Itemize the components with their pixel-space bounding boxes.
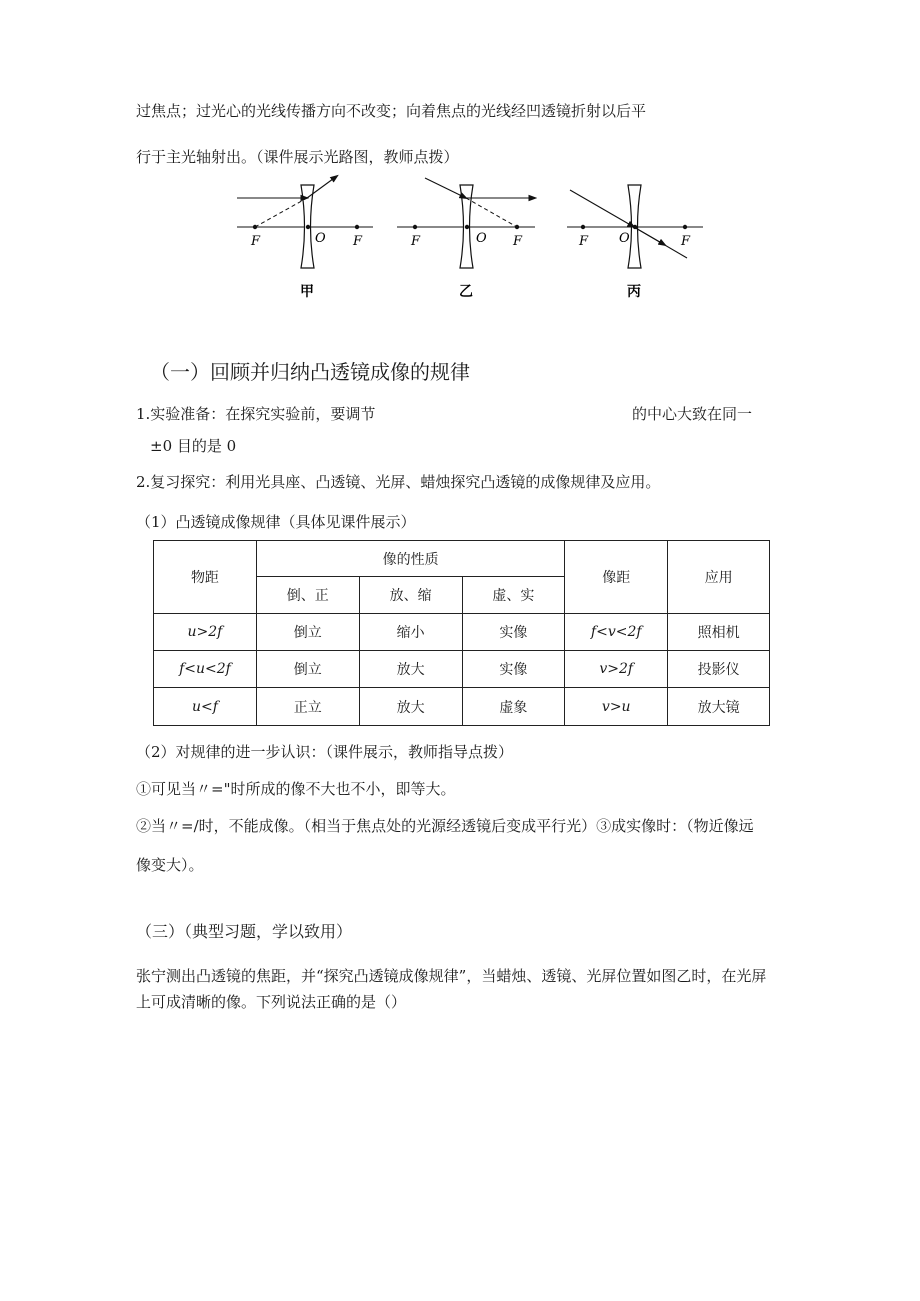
- question-line-1: 张宁测出凸透镜的焦距，并“探究凸透镜成像规律”，当蜡烛、透镜、光屏位置如图乙时，在光屏: [136, 967, 767, 985]
- header-image-distance: 像距: [565, 541, 668, 614]
- header-object-distance: 物距: [154, 541, 257, 614]
- focus-label-bing-left: F: [579, 234, 589, 249]
- subheader-real-virtual: 虚、实: [462, 577, 565, 614]
- note-equal-size: ①可见当〃="时所成的像不大也不小，即等大。: [136, 780, 456, 798]
- table-row: [154, 614, 770, 651]
- cell-size: 放大: [359, 688, 462, 726]
- table-row: [154, 688, 770, 726]
- intro-line-1: 过焦点；过光心的光线传播方向不改变；向着焦点的光线经凹透镜折射以后平: [136, 102, 647, 120]
- cell-image-distance: v>u: [565, 688, 668, 726]
- focus-label-jia-right: F: [353, 234, 363, 249]
- center-label-bing: O: [619, 231, 630, 246]
- note-continued: 像变大）。: [136, 856, 204, 874]
- cell-object-distance: u<f: [154, 688, 257, 726]
- sub2-title: （2）对规律的进一步认识：（课件展示，教师指导点拨）: [136, 743, 514, 761]
- diagram-bing: [567, 185, 703, 300]
- header-application: 应用: [668, 541, 770, 614]
- cell-image-type: 实像: [462, 651, 565, 688]
- cell-orientation: 倒立: [256, 651, 359, 688]
- caption-yi: 乙: [459, 284, 473, 300]
- header-image-nature: 像的性质: [256, 541, 564, 577]
- item1-part-b: 的中心大致在同一: [632, 405, 753, 423]
- cell-application: 放大镜: [668, 688, 770, 726]
- diagram-jia: [237, 176, 373, 300]
- cell-image-type: 实像: [462, 614, 565, 651]
- imaging-rules-table: [153, 540, 770, 726]
- cell-object-distance: f<u<2f: [154, 651, 257, 688]
- cell-application: 投影仪: [668, 651, 770, 688]
- sub1-title: （1）凸透镜成像规律（具体见课件展示）: [136, 513, 416, 531]
- cell-orientation: 正立: [256, 688, 359, 726]
- cell-image-type: 虚象: [462, 688, 565, 726]
- subheader-orientation: 倒、正: [256, 577, 359, 614]
- intro-line-2: 行于主光轴射出。（课件展示光路图，教师点拨）: [136, 148, 459, 166]
- note-no-image: ②当〃=/时，不能成像。（相当于焦点处的光源经透镜后变成平行光）③成实像时：（物近像远: [136, 817, 754, 835]
- diagram-yi: [397, 178, 535, 300]
- concave-lens-ray-diagrams: [225, 170, 725, 305]
- cell-application: 照相机: [668, 614, 770, 651]
- subheader-size: 放、缩: [359, 577, 462, 614]
- item1-part-a: 1.实验准备：在探究实验前，要调节: [136, 405, 376, 423]
- caption-bing: 丙: [627, 284, 641, 300]
- focus-label-yi-right: F: [513, 234, 523, 249]
- cell-image-distance: v>2f: [565, 651, 668, 688]
- center-label-yi: O: [476, 231, 487, 246]
- section3-heading: （三）（典型习题，学以致用）: [136, 922, 353, 941]
- item1-part-c: ±0 目的是 0: [150, 437, 237, 455]
- cell-size: 放大: [359, 651, 462, 688]
- focus-label-bing-right: F: [681, 234, 691, 249]
- focus-label-jia-left: F: [251, 234, 261, 249]
- table-row: [154, 651, 770, 688]
- cell-orientation: 倒立: [256, 614, 359, 651]
- item2: 2.复习探究：利用光具座、凸透镜、光屏、蜡烛探究凸透镜的成像规律及应用。: [136, 473, 661, 491]
- section1-heading: （一）回顾并归纳凸透镜成像的规律: [150, 360, 470, 384]
- caption-jia: 甲: [300, 284, 314, 300]
- focus-label-yi-left: F: [411, 234, 421, 249]
- question-line-2: 上可成清晰的像。下列说法正确的是（）: [136, 993, 407, 1011]
- center-label-jia: O: [315, 231, 326, 246]
- cell-object-distance: u>2f: [154, 614, 257, 651]
- cell-size: 缩小: [359, 614, 462, 651]
- cell-image-distance: f<v<2f: [565, 614, 668, 651]
